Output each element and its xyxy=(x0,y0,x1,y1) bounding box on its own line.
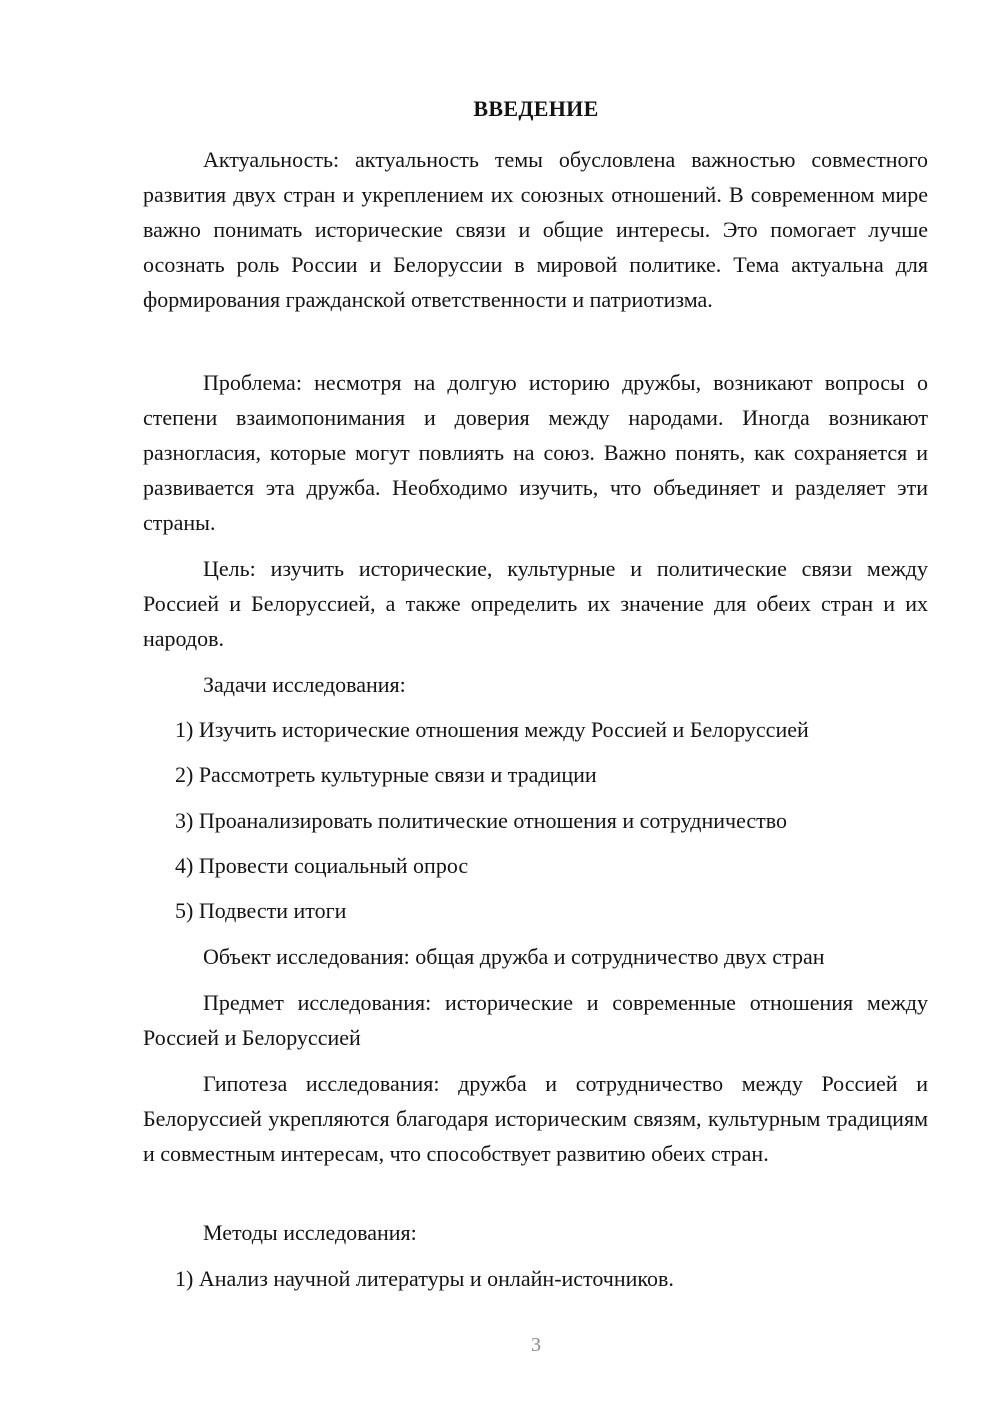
task-item: 3) Проанализировать политические отношения и сотрудничество xyxy=(175,808,788,833)
task-item: 4) Провести социальный опрос xyxy=(175,853,469,878)
task-item: 1) Изучить исторические отношения между Россией и Белоруссией xyxy=(175,717,809,742)
methods-heading: Методы исследования: xyxy=(203,1220,417,1245)
subject-paragraph: Предмет исследования: исторические и современные отношения между Россией и Белоруссией xyxy=(143,990,928,1050)
method-item: 1) Анализ научной литературы и онлайн-источников. xyxy=(175,1266,674,1291)
problem-paragraph: Проблема: несмотря на долгую историю дружбы, возникают вопросы о степени взаимопонимания и доверия между народами. Иногда возникают разногласия, которые могут повлиять на союз. Важно понять, как сохраняется и развивается эта дружба. Необходимо изучить, что объединяет и разделяет эти страны. xyxy=(143,370,928,535)
tasks-heading: Задачи исследования: xyxy=(203,672,406,697)
object-paragraph: Объект исследования: общая дружба и сотрудничество двух стран xyxy=(203,944,825,969)
section-title: ВВЕДЕНИЕ xyxy=(473,96,599,121)
hypothesis-paragraph: Гипотеза исследования: дружба и сотрудничество между Россией и Белоруссией укрепляются благодаря историческим связям, культурным традициям и совместным интересам, что способствует развитию обеих стран. xyxy=(143,1071,928,1166)
task-item: 2) Рассмотреть культурные связи и традиции xyxy=(175,762,597,787)
task-item: 5) Подвести итоги xyxy=(175,898,347,923)
relevance-paragraph: Актуальность: актуальность темы обусловлена важностью совместного развития двух стран и укреплением их союзных отношений. В современном мире важно понимать исторические связи и общие интересы. Это помогает лучше осознать роль России и Белоруссии в мировой политике. Тема актуальна для формирования гражданской ответственности и патриотизма. xyxy=(143,147,928,312)
goal-paragraph: Цель: изучить исторические, культурные и политические связи между Россией и Белоруссией, а также определить их значение для обеих стран и их народов. xyxy=(143,556,928,651)
page-number: 3 xyxy=(531,1334,541,1356)
